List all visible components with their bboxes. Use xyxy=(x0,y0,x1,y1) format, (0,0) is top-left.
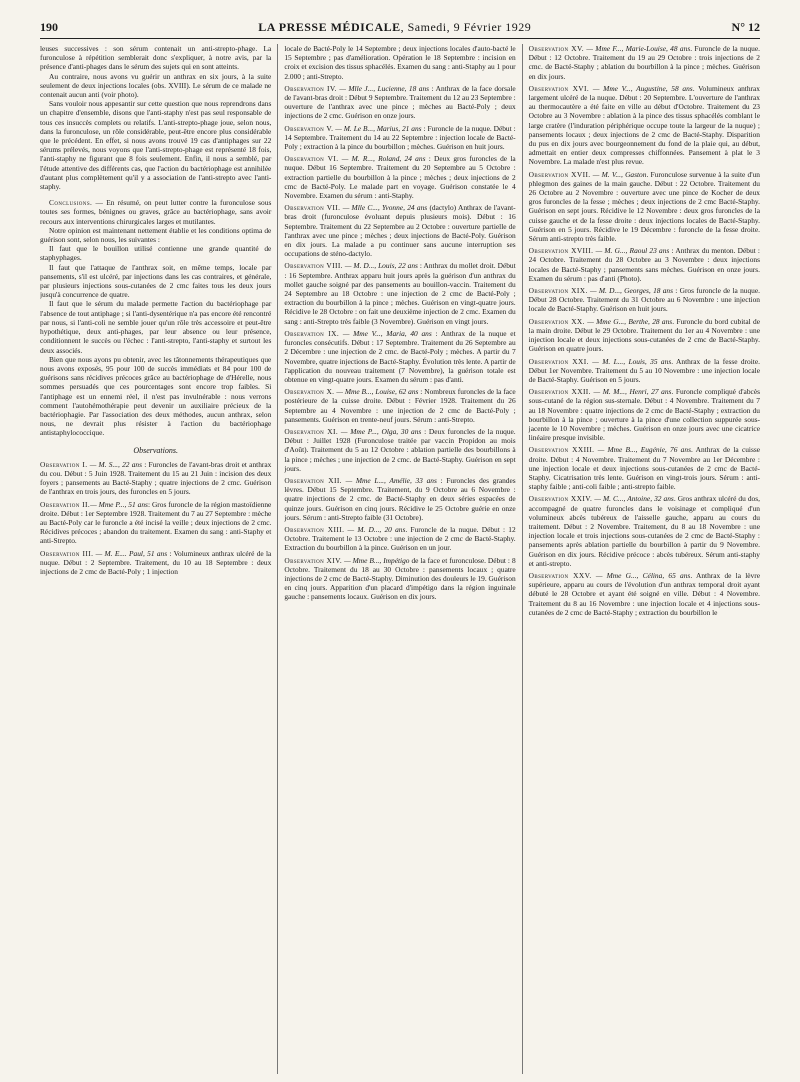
observation-15 xyxy=(529,44,760,81)
paragraph: Il faut que l'attaque de l'anthrax soit, en même temps, locale par pansements, s'il est ulcéré, par injections dans les cas contraires, et générale, par plusieurs injections sous-cutanées de 2 cmc faites tous les deux jours jusqu'à concurrence de quatre. xyxy=(40,262,272,300)
observation-text: : Anthrax du menton. Début : 24 Octobre. Traitement du 28 Octobre au 3 Novembre : deux injections locales de Bacté-Staphy ; pansements sans mèches. Guérison en onze jours. Examen du sérum : pas d'anti (Photo). xyxy=(528,246,760,283)
conclusions-label: Conclusions. xyxy=(49,198,93,208)
paragraph: Au contraire, nous avons vu guérir un anthrax en six jours, à la suite seulement de deux injections locales (obs. XVIII). Le sérum de ce malade ne contenait aucun anti (voir photo). xyxy=(40,71,272,100)
patient-name: — Mme G..., Berthe, 28 ans xyxy=(584,316,673,326)
observation-1 xyxy=(40,460,271,497)
observation-text: : Anthrax de la face dorsale de l'avant-bras droit : Début 9 Septembre. Traitement du 12 au 23 Septembre : ouverture de l'anthrax avec une pince ; mèches au Bacté-Poly ; deux injections de 2 cmc. Guérison en onze jours. xyxy=(284,83,516,121)
observation-label: Observation VII. xyxy=(284,203,341,213)
observation-17 xyxy=(529,170,760,244)
observation-14 xyxy=(284,556,515,602)
observation-text: (dactylo) Anthrax de l'avant-bras droit (furonculose évoluant depuis plusieurs mois). Début : 16 Septembre. Traitement du 22 Septembre au 2 Octobre : ouverture partielle de l'anthrax avec une pince ; mèches ; deux injections de Bacté-Poly. Guérison en dix jours. La malade a pu continuer sans aucune interruption ses occupations de sténo-dactylo. xyxy=(284,203,516,259)
observation-label: Observation XIV. xyxy=(284,555,343,565)
journal-name: LA PRESSE MÉDICALE xyxy=(258,20,401,34)
observation-12 xyxy=(284,476,515,522)
observation-text: : Furoncles de l'avant-bras droit et anthrax du cou. Début : 5 Juin 1928. Traitement du 15 au 21 Juin : incision des deux foyers ; pansements au Bacté-Staphy ; quatre injections de 2 cmc. Guérison de l'anthrax en trois jours, des furoncles en 5 jours. xyxy=(40,459,272,497)
observation-text: . Furoncle de la nuque. Début : 12 Octobre. Traitement du 19 au 29 Octobre : trois injections de 2 cmc. de Bacté-Staphy ; ablation du bourbillon à la pince ; mèches. Guérison en dix jours. xyxy=(528,44,760,81)
observation-label: Observation IV. xyxy=(284,83,337,93)
observation-text: . Anthrax de la cuisse droite. Début : 4 Novembre. Traitement du 7 Novembre au 1er Décembre : une injection locale et deux injections sous-cutanées de 2 cmc de Bacté-Staphy. Cicatrisation très lente. Guérison en vingt-trois jours. Sérum : anti-staphy faible ; anti-coli faible ; anti-strepto faible. xyxy=(528,445,760,492)
observation-text: . Furoncle du bord cubital de la main droite. Début le 29 Octobre. Traitement du 1er au 4 Novembre : une injection locale et deux injections sous-cutanées de 2 cmc de Bacté-Staphy. Guérison en quatre jours. xyxy=(528,316,760,354)
observation-label: Observation III. xyxy=(40,548,94,558)
observation-text: : Deux gros furoncles de la nuque. Début 16 Septembre. Traitement du 20 Septembre au 5 Octobre : extraction partielle du bourbillon à la pince ; mèches ; deux injections de 2 cmc de Bacté-Poly. Le malade part en voyage. Guérison constatée le 4 Novembre. Examen du sérum : anti-Staphy. xyxy=(284,154,516,201)
observation-20 xyxy=(529,317,760,354)
observation-label: Observation V. xyxy=(284,123,334,133)
observation-text: de la face et furonculose. Début : 8 Octobre. Traitement du 18 au 30 Octobre : pansements locaux ; quatre injections de 2 cmc de Bacté-Staphy. Diminution des douleurs le 19. Guérison en cinq jours. Apparition d'un placard d'impétigo dans la région inguinale gauche : pansements locaux. Guérison en dix jours. xyxy=(284,555,516,602)
observation-label: Observation XVII. xyxy=(528,169,591,179)
patient-name: — Mme B..., Eugénie, 76 ans xyxy=(594,445,691,455)
patient-name: — M. C..., Antoine, 32 ans xyxy=(592,494,674,504)
patient-name: — M. S..., 22 ans xyxy=(87,459,142,469)
journal-title xyxy=(258,20,531,35)
paragraph: Sans vouloir nous appesantir sur cette question que nous reprendrons dans un chapitre d'ensemble, disons que l'anti-staphy n'est pas seul responsable de tous ces insuccès complets ou relatifs. L'anti-strepto-phage joue, selon nous, dans la furonculose, un rôle considérable, peut-être encore plus considérable que le précédent. En effet, si nous avons trouvé 19 cas d'antiphages sur 22 sérums prélevés, nous voyons que l'anti-strepto-phage est représenté 18 fois, l'anti-staphy ne figurant que 8 fois seulement. Enfin, il nous a semblé, par l'étude attentive des différents cas, que l'action du bactériophage est annihilée d'autant plus complètement qu'il y a association de l'anti-strepto avec l'anti-staphy. xyxy=(40,99,272,192)
observation-label: Observation VI. xyxy=(284,154,339,164)
observation-text: . Furonculose survenue à la suite d'un phlegmon des gaines de la main gauche. Début : 22 Octobre. Traitement du 26 Octobre au 2 Novembre : ouverture avec une pince de Kocher de deux gros furoncles de la fesse ; mèches ; deux injections de 2 cmc Bacté-Staphy. Guérison en sept jours. Récidive le 12 Novembre : deux gros furoncles de la cuisse gauche et de la fesse droite : deux injections locales de Bacté-Staphy. Guérison en 5 jours. Récidive le 19 Décembre : furoncle de la fesse droite. Sérum anti-strepto très faible. xyxy=(528,169,760,244)
observation-text: . Furoncle compliqué d'abcès sous-cutané de la région sus-sternale. Début : 4 Novembre. Traitement du 7 au 18 Novembre : quatre injections de 2 cmc de Bacté-Staphy ; extraction du bourbillon à la pince ; ouverture à la pince d'une collection suppurée sous-jacente le 10 Novembre ; mèches. Guérison en onze jours avec une cicatrice linéaire presque invisible. xyxy=(528,387,760,443)
conclusions-text: — En résumé, on peut lutter contre la furonculose sous toutes ses formes, bénignes ou graves, grâce au bactériophage, sans avoir recours aux interventions chirurgicales larges et mutilantes. xyxy=(40,198,272,226)
paragraph: Il faut que le sérum du malade permette l'action du bactériophage par l'absence de tout antiphage ; si l'anti-dysentérique n'a pas encore été rencontré par nous, si l'anti-coli ne semble jouer qu'un rôle très accessoire et peut-être hypothétique, deux anti-phages, par leur absence ou leur présence, conditionnent le succès ou l'échec : l'anti-strepto, l'anti-staphy et surtout les deux associés. xyxy=(40,299,272,355)
paragraph: Bien que nous ayons pu obtenir, avec les tâtonnements thérapeutiques que nous avons exposés, 95 pour 100 de succès immédiats et 84 pour 100 de guérisons sans récidives précoces grâce au bactériophage de d'Hérelle, nous sommes persuadés que ces pourcentages sont encore trop faibles. Si l'antiphage est un ennemi réel, il n'est pas invulnérable : nous verrons comment l'autohémothérapie peut devenir un auxiliaire précieux de la bactériophagie. Par l'association des deux méthodes, aucun anthrax, selon nous, ne devrait plus résister à l'action du bactériophage antistaphylococcique. xyxy=(40,354,272,438)
observation-label: Observation XXIII. xyxy=(528,445,595,455)
observation-label: Observation XVI. xyxy=(528,83,590,93)
column-left xyxy=(40,44,277,1074)
patient-name: — Mme F..., Marie-Louise, 48 ans xyxy=(584,44,691,53)
column-middle xyxy=(277,44,521,1074)
observation-text: : Deux furoncles de la nuque. Début : Juillet 1928 (Furonculose traitée par vaccin Propidon au mois d'Août). Traitement du 5 au 12 Octobre : ablation partielle des bourbillons à la pince ; mèches ; une injection de 2 cmc. de Bacté-Staphy. Guérison en sept jours. xyxy=(284,426,516,473)
patient-name: — M. D..., Georges, 18 ans xyxy=(587,286,674,296)
header-rule xyxy=(40,38,760,39)
observation-10 xyxy=(284,387,515,424)
observation-label: Observation XV. xyxy=(528,44,584,53)
patient-name: — M. V..., Gaston xyxy=(590,169,647,179)
observation-label: Observation XI. xyxy=(284,426,339,436)
observation-label: Observation I. xyxy=(40,459,88,469)
observation-label: Observation X. xyxy=(284,387,335,397)
patient-name: — M. E.... Paul, 51 ans xyxy=(93,548,168,558)
patient-name: — Mme V..., Augustine, 58 ans xyxy=(589,83,693,93)
observation-text: : Gros furoncle de la région mastoïdienne droite. Début : 1er Septembre 1928. Traitement du 7 au 27 Septembre : mèche au Bacté-Poly car le furoncle a été incisé la veille ; deux injections de 2 cmc. Récidives précoces ; abandon du traitement. Examen du sang : anti-Staphy et anti-Strepto. xyxy=(40,499,272,546)
observation-11 xyxy=(284,427,515,473)
observation-label: Observation XII. xyxy=(284,475,342,485)
observation-text: . Furoncle de la nuque. Début : 12 Octobre. Traitement le 13 Octobre : une injection de 2 cmc de Bacté-Staphy. Extraction du bourbillon à la pince. Guérison en un jour. xyxy=(284,524,516,553)
observation-text: . Gros anthrax ulcéré du dos, accompagné de quatre furoncles dans le voisinage et compliqué d'un volumineux abcès tubéreux de l'aisselle gauche, apparu au cours du traitement. Début : 2 Novembre. Traitement, du 8 au 18 Novembre : une injection locale et trois injections sous-cutanées de 2 cmc de Bacté-Staphy : pansements après ablation partielle du bourbillon à partir du 9 Novembre. Guérison en dix jours. Récidive précoce : abcès tubéreux. Sérum anti-staphy et anti-strepto. xyxy=(528,494,760,568)
paragraph: leuses successives : son sérum contenait un anti-strepto-phage. La furonculose à répétition semblerait donc s'expliquer, à notre avis, par la présence d'anti-phages dans le sérum des sujets qui en sont atteints. xyxy=(40,44,272,72)
observation-text: : Anthrax du mollet droit. Début : 16 Septembre. Anthrax apparu huit jours après la guérison d'un anthrax du mollet gauche soigné par des pansements au bouillon-vaccin. Traitement du 24 Septembre au 18 Octobre : une injection de 2 cmc de Bacté-Poly ; extraction du bourbillon à la pince ; mèches. Guérison en vingt-quatre jours. Récidive le 28 Octobre : on fait une deuxième injection de 2 cmc. Examen du sang : anti-Strepto très faible (3 Novembre). Guérison en vingt jours. xyxy=(284,261,516,326)
observation-label: Observation XIX. xyxy=(528,286,588,296)
observation-3 xyxy=(40,549,271,577)
observation-25 xyxy=(529,571,760,617)
observation-21 xyxy=(529,357,760,385)
patient-name: — Mme V..., Maria, 40 ans xyxy=(339,328,432,338)
patient-name: — M. L..., Louis, 35 ans xyxy=(588,356,672,366)
observation-13 xyxy=(284,525,515,553)
observation-19 xyxy=(529,286,760,314)
observation-text: : Volumineux anthrax ulcéré de la nuque. Début : 2 Septembre. Traitement, du 10 au 18 Septembre : deux injections de 2 cmc de Bacté-Poly ; 1 injection xyxy=(40,548,272,576)
observation-label: Observation XXII. xyxy=(528,387,591,397)
observation-18 xyxy=(529,246,760,283)
patient-name: — Mlle J..., Lucienne, 18 ans xyxy=(336,83,430,93)
observation-label: Observation XXV. xyxy=(528,570,592,580)
patient-name: — Mme B..., Louise, 62 ans xyxy=(334,387,419,397)
patient-name: — Mme L..., Amélie, 33 ans xyxy=(341,475,437,485)
patient-name: — Mlle C..., Yvonne, 24 ans xyxy=(340,203,428,213)
patient-name: — Mme P..., 51 ans xyxy=(90,499,148,509)
observation-label: Observation XX. xyxy=(528,316,585,326)
patient-name: — Mme P..., Olga, 30 ans xyxy=(338,426,422,436)
observation-text: : Nombreux furoncles de la face postérieure de la cuisse droite. Début : Février 1928. Traitement du 26 Septembre au 4 Novembre : une injection de 2 cmc de Bacté-Poly ; pansements. Guérison en trente-neuf jours. Sérum : anti-Strepto. xyxy=(284,387,516,424)
observation-3-continued: locale de Bacté-Poly le 14 Septembre ; deux injections locales d'auto-bacté le 15 Septembre ; pas d'amélioration. Opération le 18 Septembre : incision en croix et excision des tissus sphacélés. Examen du sang : anti-Staphy au 1 pour 2.000 ; anti-Strepto. xyxy=(284,44,516,81)
observation-22 xyxy=(529,387,760,442)
patient-name: — M. D..., 20 ans xyxy=(344,524,406,534)
observation-label: Observation XVIII. xyxy=(528,246,594,256)
observation-text: : Furoncles des grandes lèvres. Début 15 Septembre. Traitement, du 9 Octobre au 6 Novembre : quatre injections de 2 cmc. de Bacté-Staphy en deux séries espacées de quinze jours. Guérison en cinq jours. Récidive le 25 Octobre guérie en onze jours. Sérum : anti-Strepto faible (31 Octobre). xyxy=(284,475,516,522)
observation-label: Observation XIII. xyxy=(284,524,345,534)
observation-2 xyxy=(40,500,271,546)
patient-name: — Mme B..., Impétigo xyxy=(342,555,410,565)
article-columns xyxy=(40,44,760,1074)
observations-heading: Observations. xyxy=(133,445,178,455)
patient-name: — Mme G..., Célina, 65 ans xyxy=(591,570,691,580)
paragraph: Notre opinion est maintenant nettement établie et les conditions optima de guérison sont, selon nous, les suivantes : xyxy=(40,225,272,245)
page-number: 190 xyxy=(40,20,58,34)
observation-label: Observation XXIV. xyxy=(528,494,593,504)
observation-8 xyxy=(284,261,515,325)
observation-6 xyxy=(284,154,515,200)
observation-9 xyxy=(284,329,515,384)
observation-7 xyxy=(284,203,515,258)
issue-number: N° 12 xyxy=(731,20,760,34)
issue-date: , Samedi, 9 Février 1929 xyxy=(400,20,532,34)
patient-name: — M. M..., Henri, 27 ans xyxy=(590,387,672,397)
observation-text: . Anthrax de la fesse droite. Début 1er Novembre. Traitement du 5 au 10 Novembre : une injection locale de Bacté-Staphy. Guérison en 5 jours. xyxy=(528,356,760,384)
observation-24 xyxy=(529,494,760,568)
observation-4 xyxy=(284,84,515,121)
observation-5 xyxy=(284,124,515,152)
patient-name: — M. G..., Raoul 23 ans xyxy=(593,246,670,256)
observation-text: : Gros furoncle de la nuque. Début 28 Octobre. Traitement du 31 Octobre au 6 Novembre : une injection locale de Bacté-Staphy. Guérison en huit jours. xyxy=(528,286,760,314)
observation-label: Observation XXI. xyxy=(528,356,589,366)
column-right xyxy=(522,44,760,1074)
observation-23 xyxy=(529,445,760,491)
observation-16 xyxy=(529,84,760,167)
observation-text: . Anthrax de la lèvre supérieure, apparu au cours de l'évolution d'un anthrax temporal droit ayant débuté le 28 Octobre et ayant été soigné en ville. Début : 4 Novembre. Traitement du 8 au 16 Novembre : une injection locale et 4 injections sous-cutanées de 2 cmc de Bacté-Staphy ; extraction du bourbillon le xyxy=(528,570,760,617)
observation-text: : Furoncle de la nuque. Début : 14 Septembre. Traitement du 14 au 22 Septembre : injection locale de Bacté-Poly ; extraction à la pince du bourbillon ; mèches. Guérison en huit jours. xyxy=(284,123,516,152)
patient-name: — M. R..., Roland, 24 ans xyxy=(338,154,426,164)
observation-text: : Anthrax de la nuque et furoncles consécutifs. Début : 17 Septembre. Traitement du 26 Septembre au 2 Décembre : une injection de 2 cmc. de Bacté-Poly ; mèches. A partir du 7 Novembre, quatre injections de Bacté-Staphy. Évolution très lente. A partir de l'application du nouveau traitement (7 Novembre), la guérison totale est obtenue en vingt-quatre jours. Examen du sérum : pas d'anti. xyxy=(284,328,516,384)
observation-label: Observation VIII. xyxy=(284,261,343,271)
observation-label: Observation IX. xyxy=(284,328,340,338)
patient-name: — M. Le B..., Marius, 21 ans xyxy=(333,123,422,133)
patient-name: — M. D..., Louis, 22 ans xyxy=(342,261,418,271)
observation-text: . Volumineux anthrax largement ulcéré de la nuque. Début : 20 Septembre. L'ouverture de l'anthrax au thermocautère a été faite en ville au début d'Octobre. Traitement du 23 Octobre au 3 Novembre : ablation à la pince des tissus sphacélés comblant le large cratère (l'induration périphérique occupe toute la largeur de la nuque) ; pansements locaux ; deux injections de 2 cmc de Bacté-Staphy. Disparition du pus en dix jours avec bourgeonnement du fond de la plaie qui, au début, admettait en entier deux compresses chiffonnées. Pansement à plat le 3 Novembre. La malade n'est plus revue. xyxy=(528,83,760,167)
conclusions-paragraph xyxy=(40,198,271,226)
observation-label: Observation II. xyxy=(40,499,91,509)
paragraph: Il faut que le bouillon utilisé contienne une grande quantité de staphyphages. xyxy=(40,244,272,263)
